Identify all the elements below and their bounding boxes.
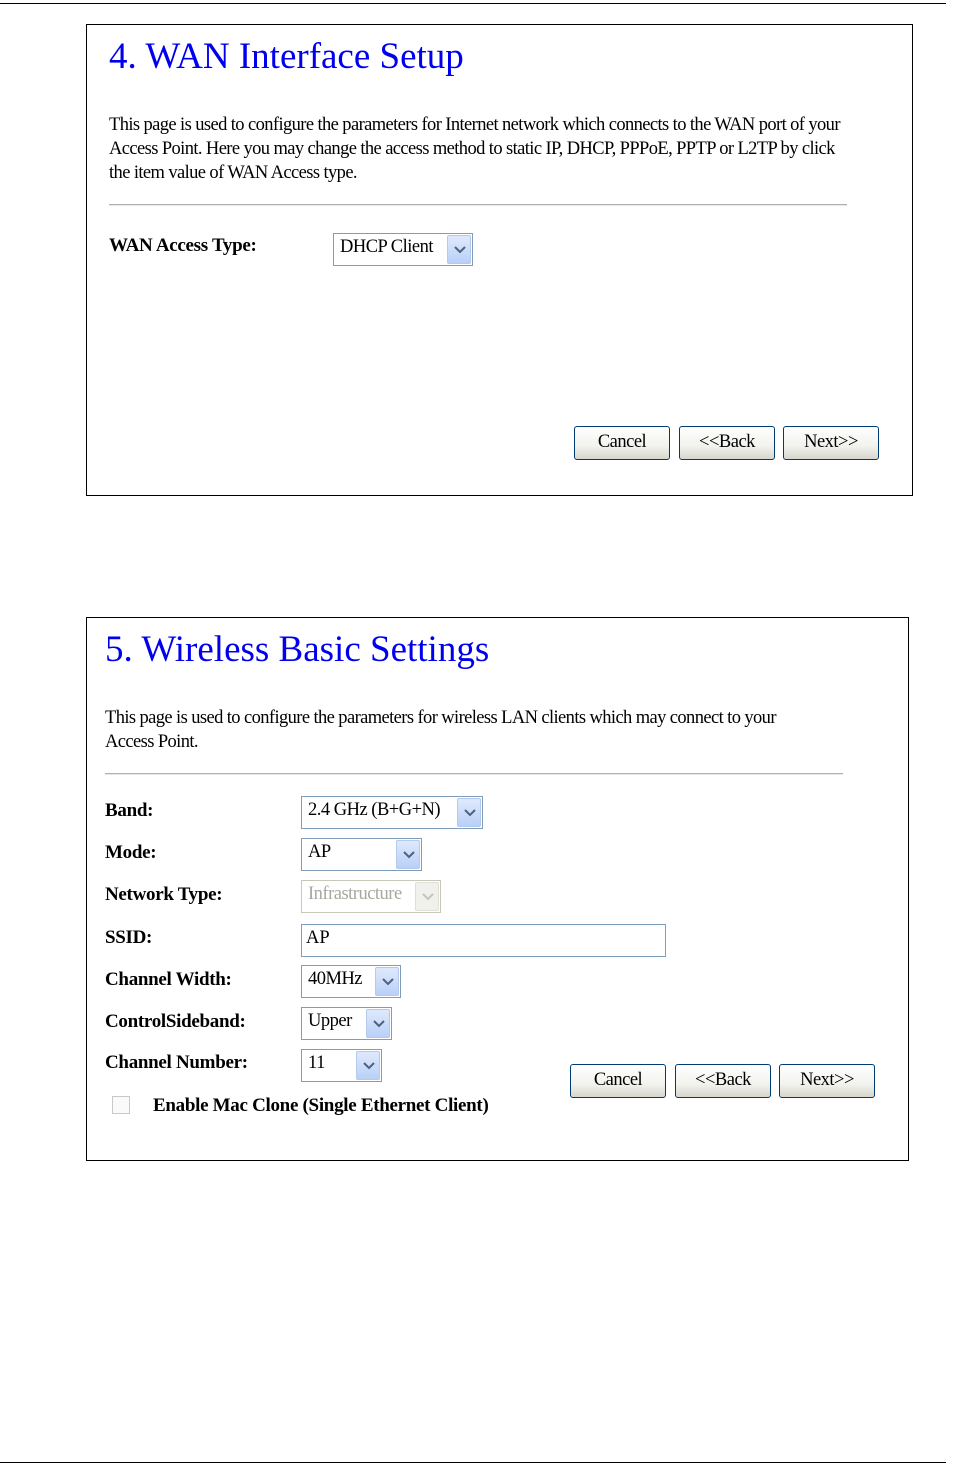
wan-interface-panel [86, 24, 913, 496]
ssid-input[interactable] [301, 924, 666, 957]
wan-back-button[interactable]: <<Back [679, 426, 775, 460]
wan-next-button[interactable]: Next>> [783, 426, 879, 460]
wan-page-title: 4. WAN Interface Setup [109, 36, 464, 77]
mac-clone-label: Enable Mac Clone (Single Ethernet Client) [153, 1095, 489, 1116]
chevron-down-icon[interactable] [447, 235, 471, 264]
control-sideband-value: Upper [308, 1011, 352, 1031]
wan-divider [109, 204, 847, 206]
network-type-value: Infrastructure [308, 884, 402, 904]
wan-cancel-button[interactable]: Cancel [574, 426, 670, 460]
wireless-page-description: This page is used to configure the parameters for wireless LAN clients which may connect to your Access Point. [105, 708, 776, 752]
wan-access-type-value: DHCP Client [340, 237, 434, 257]
network-type-label: Network Type: [105, 884, 223, 905]
wireless-basic-panel [86, 617, 909, 1161]
chevron-down-icon[interactable] [366, 1009, 390, 1038]
mode-value: AP [308, 842, 331, 862]
band-value: 2.4 GHz (B+G+N) [308, 800, 441, 820]
channel-width-label: Channel Width: [105, 969, 232, 990]
band-label: Band: [105, 800, 154, 821]
channel-width-value: 40MHz [308, 969, 363, 989]
page-top-rule [0, 3, 946, 4]
mode-label: Mode: [105, 842, 157, 863]
ssid-value: AP [306, 928, 330, 948]
chevron-down-icon [415, 882, 439, 911]
control-sideband-label: ControlSideband: [105, 1011, 246, 1032]
ssid-label: SSID: [105, 927, 153, 948]
channel-number-select[interactable] [301, 1049, 382, 1082]
chevron-down-icon[interactable] [396, 840, 420, 869]
mac-clone-checkbox[interactable] [112, 1096, 130, 1114]
channel-number-label: Channel Number: [105, 1052, 248, 1073]
chevron-down-icon[interactable] [356, 1051, 380, 1080]
chevron-down-icon[interactable] [457, 798, 481, 827]
wan-access-type-label: WAN Access Type: [109, 235, 257, 256]
wireless-cancel-button[interactable]: Cancel [570, 1064, 666, 1098]
wireless-back-button[interactable]: <<Back [675, 1064, 771, 1098]
mode-select[interactable] [301, 838, 422, 871]
channel-number-value: 11 [308, 1053, 325, 1073]
wireless-next-button[interactable]: Next>> [779, 1064, 875, 1098]
network-type-select [301, 880, 441, 913]
channel-width-select[interactable] [301, 965, 401, 998]
wireless-divider [105, 773, 843, 775]
chevron-down-icon[interactable] [375, 967, 399, 996]
wireless-page-title: 5. Wireless Basic Settings [105, 629, 490, 670]
band-select[interactable] [301, 796, 483, 829]
control-sideband-select[interactable] [301, 1007, 392, 1040]
page-bottom-rule [0, 1462, 946, 1463]
wan-access-type-select[interactable] [333, 233, 473, 266]
wan-page-description: This page is used to configure the parameters for Internet network which connects to the WAN port of your Access Point. Here you may change the access method to static IP, DHCP, PPPoE, PPTP or L2TP by click the item value of WAN Access type. [109, 115, 840, 183]
